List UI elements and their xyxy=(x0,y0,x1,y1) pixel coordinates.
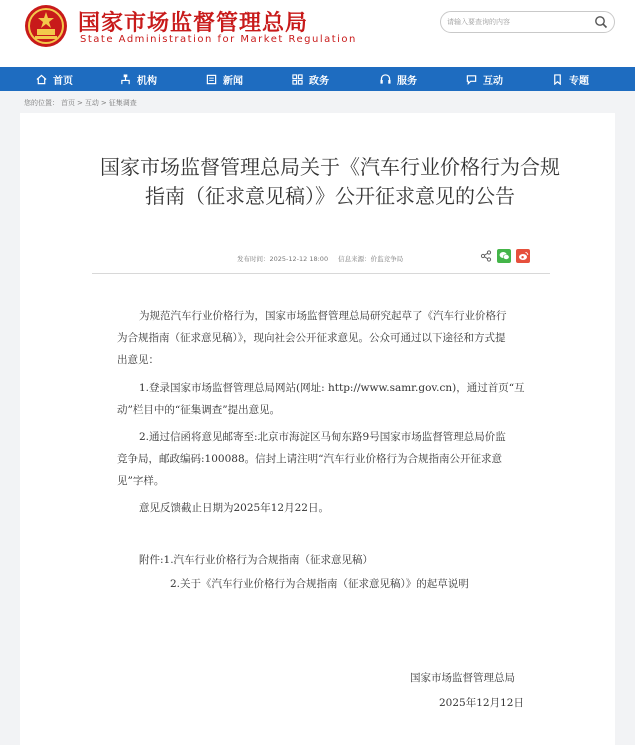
article-container xyxy=(20,113,615,745)
body-line: 竞争局，邮政编码:100088。信封上请注明“汽车行业价格行为合规指南公开征求意 xyxy=(117,453,502,465)
site-header xyxy=(0,0,635,67)
source: 价监竞争局 xyxy=(370,255,404,263)
attachment-1-link[interactable]: 附件:1.汽车行业价格行为合规指南（征求意见稿） xyxy=(139,554,374,566)
share-icon[interactable] xyxy=(480,250,492,262)
nav-item-news[interactable] xyxy=(206,67,243,91)
org-icon xyxy=(120,74,131,85)
search-box xyxy=(440,11,615,33)
wechat-share-button[interactable] xyxy=(497,249,511,263)
service-icon xyxy=(380,74,391,85)
body-line: 为合规指南（征求意见稿）》，现向社会公开征求意见。公众可通过以下途径和方式提 xyxy=(117,332,506,344)
breadcrumb xyxy=(24,98,139,108)
breadcrumb-prefix: 您的位置： xyxy=(24,99,59,107)
body-line: 出意见： xyxy=(117,354,159,366)
nav-label: 新闻 xyxy=(223,75,243,87)
weibo-icon xyxy=(518,251,529,261)
national-emblem-icon xyxy=(24,4,68,48)
interaction-icon xyxy=(466,74,477,85)
body-line: 见”字样。 xyxy=(117,475,165,487)
body-line: 为规范汽车行业价格行为，国家市场监督管理总局研究起草了《汽车行业价格行 xyxy=(139,310,507,322)
nav-item-org[interactable] xyxy=(120,67,157,91)
breadcrumb-separator: > xyxy=(100,99,107,107)
nav-item-service[interactable] xyxy=(380,67,417,91)
publish-time: 2025-12-12 18:00 xyxy=(269,255,329,263)
topic-icon xyxy=(552,74,563,85)
body-line: 2.通过信函将意见邮寄至:北京市海淀区马甸东路9号国家市场监督管理总局价监 xyxy=(139,431,506,443)
news-icon xyxy=(206,74,217,85)
body-line: 意见反馈截止日期为2025年12月22日。 xyxy=(139,502,329,514)
publish-label: 发布时间： xyxy=(237,255,270,263)
signature-org: 国家市场监督管理总局 xyxy=(410,672,515,684)
wechat-icon xyxy=(499,251,510,261)
weibo-share-button[interactable] xyxy=(516,249,530,263)
site-subtitle: State Administration for Market Regulation xyxy=(80,34,357,45)
divider xyxy=(92,273,550,274)
site-title: 国家市场监督管理总局 xyxy=(78,11,309,36)
body-line: 1.登录国家市场监督管理总局网站(网址: http://www.samr.gov.cn)，通过首页“互 xyxy=(139,382,525,394)
nav-label: 首页 xyxy=(53,75,73,87)
source-label: 信息来源： xyxy=(338,255,371,263)
main-nav xyxy=(0,67,635,91)
breadcrumb-link-home[interactable]: 首页 xyxy=(61,99,75,107)
nav-label: 机构 xyxy=(137,75,157,87)
search-input[interactable] xyxy=(447,14,587,30)
search-icon[interactable] xyxy=(594,15,608,29)
breadcrumb-link-interaction[interactable]: 互动 xyxy=(84,99,99,107)
share-bar xyxy=(480,249,530,263)
home-icon xyxy=(36,74,47,85)
breadcrumb-link-survey[interactable]: 征集调查 xyxy=(108,99,137,107)
nav-label: 专题 xyxy=(569,75,589,87)
nav-label: 政务 xyxy=(309,75,329,87)
nav-item-topic[interactable] xyxy=(552,67,589,91)
attachment-2-link[interactable]: 2.关于《汽车行业价格行为合规指南（征求意见稿）》的起草说明 xyxy=(170,578,469,590)
nav-label: 服务 xyxy=(397,75,417,87)
body-line: 动”栏目中的“征集调查”提出意见。 xyxy=(117,404,281,416)
article-meta xyxy=(237,254,403,263)
nav-item-home[interactable] xyxy=(36,67,73,91)
article-title: 国家市场监督管理总局关于《汽车行业价格行为合规指南（征求意见稿）》公开征求意见的公告 xyxy=(100,155,560,208)
nav-item-interaction[interactable] xyxy=(466,67,503,91)
signature-date: 2025年12月12日 xyxy=(439,697,524,709)
nav-item-government[interactable] xyxy=(292,67,329,91)
government-icon xyxy=(292,74,303,85)
breadcrumb-separator: > xyxy=(77,99,83,107)
nav-label: 互动 xyxy=(483,75,503,87)
